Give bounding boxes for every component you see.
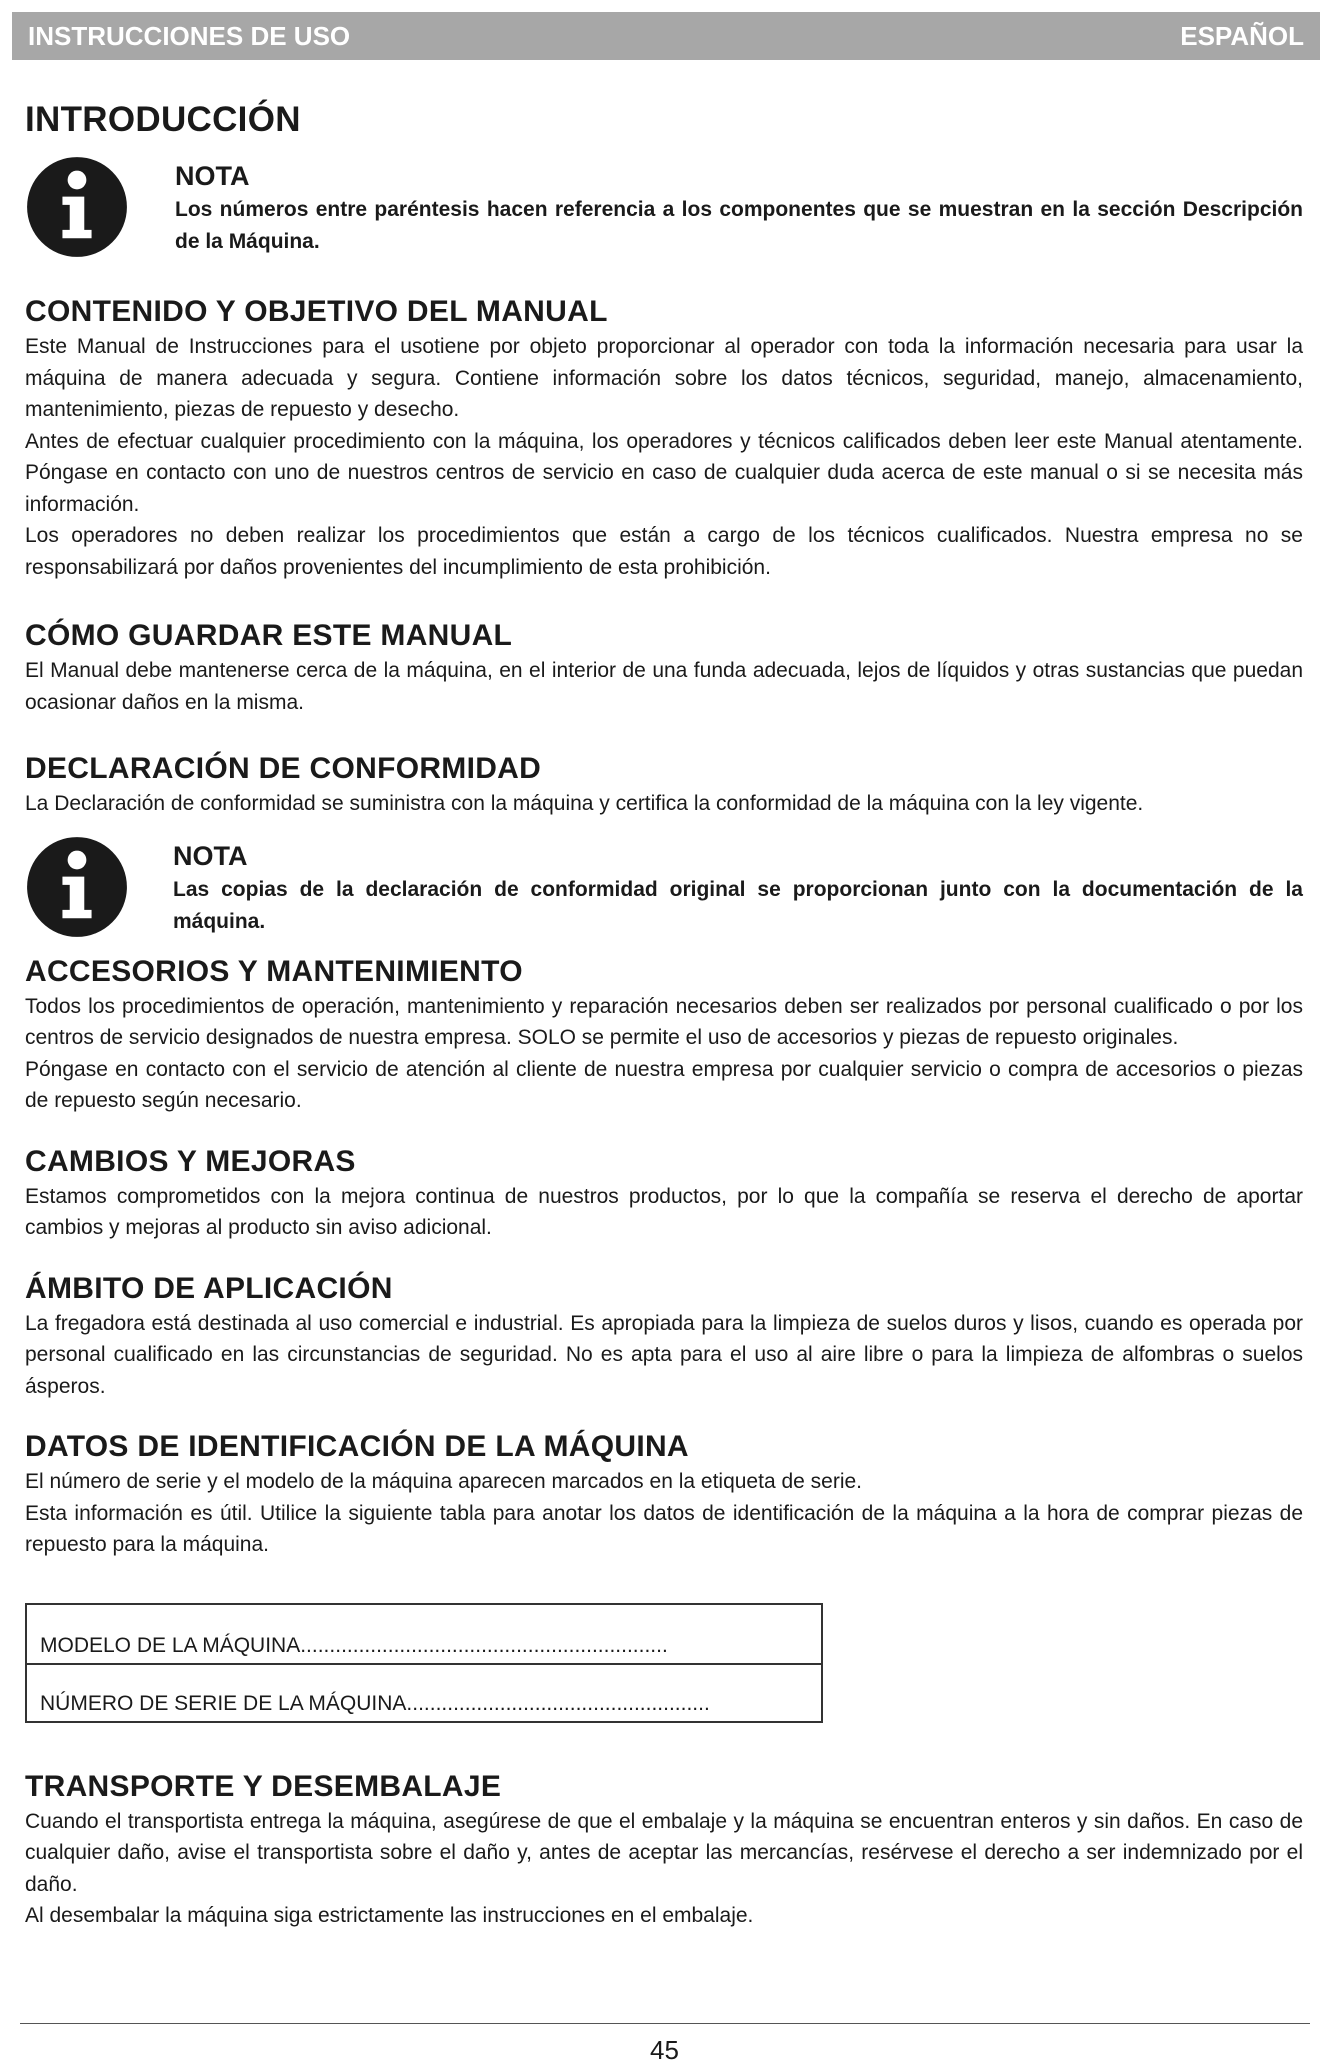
info-icon: [25, 155, 129, 259]
page-content: [25, 100, 1303, 1958]
section-title: DATOS DE IDENTIFICACIÓN DE LA MÁQUINA: [25, 1430, 689, 1463]
section-cambios: [25, 1143, 1303, 1244]
table-row-serial: NÚMERO DE SERIE DE LA MÁQUINA....................................................: [27, 1663, 821, 1721]
paragraph: Esta información es útil. Utilice la siguiente tabla para anotar los datos de identificación de la máquina a la hora de comprar piezas de repuesto para la máquina.: [25, 1501, 1303, 1556]
paragraph: El número de serie y el modelo de la máquina aparecen marcados en la etiqueta de serie.: [25, 1470, 862, 1493]
paragraph: Al desembalar la máquina siga estrictamente las instrucciones en el embalaje.: [25, 1904, 754, 1927]
section-contenido: [25, 293, 1303, 583]
paragraph: El Manual debe mantenerse cerca de la máquina, en el interior de una funda adecuada, lejos de líquidos y otras sustancias que puedan ocasionar daños en la misma.: [25, 659, 1303, 714]
identification-table: [25, 1603, 823, 1723]
section-accesorios: [25, 953, 1303, 1117]
paragraph: Póngase en contacto con el servicio de atención al cliente de nuestra empresa por cualquier servicio o compra de accesorios o piezas de repuesto según necesario.: [25, 1057, 1303, 1112]
paragraph: La fregadora está destinada al uso comercial e industrial. Es apropiada para la limpieza de suelos duros y lisos, cuando es operada por personal cualificado en las circunstancias de seguridad. No es apta para el uso al aire libre o para la limpieza de alfombras o suelos ásperos.: [25, 1311, 1303, 1398]
section-guardar: [25, 617, 1303, 718]
section-datos: [25, 1428, 1303, 1561]
section-title: ÁMBITO DE APLICACIÓN: [25, 1271, 393, 1305]
paragraph: Antes de efectuar cualquier procedimiento con la máquina, los operadores y técnicos calificados deben leer este Manual atentamente. Póngase en contacto con uno de nuestros centros de servicio en caso de cualquier duda acerca de este manual o si se necesita más información.: [25, 429, 1303, 516]
declaracion-note: [25, 834, 1303, 939]
intro-note: [25, 154, 1303, 259]
intro-title: INTRODUCCIÓN: [25, 100, 301, 139]
note-title: NOTA: [173, 840, 248, 871]
section-title: CAMBIOS Y MEJORAS: [25, 1144, 356, 1178]
section-title: CONTENIDO Y OBJETIVO DEL MANUAL: [25, 295, 608, 328]
paragraph: Este Manual de Instrucciones para el usotiene por objeto proporcionar al operador con toda la información necesaria para usar la máquina de manera adecuada y segura. Contiene información sobre los datos técnicos, seguridad, manejo, almacenamiento, mantenimiento, piezas de repuesto y desecho.: [25, 335, 1303, 421]
paragraph: La Declaración de conformidad se suministra con la máquina y certifica la conformidad de la máquina con la ley vigente.: [25, 792, 1144, 815]
paragraph: Cuando el transportista entrega la máquina, asegúrese de que el embalaje y la máquina se encuentran enteros y sin daños. En caso de cualquier daño, avise el transportista sobre el daño y, antes de aceptar las mercancías, resérvese el derecho a ser indemnizado por el daño.: [25, 1809, 1303, 1896]
table-row-model: MODELO DE LA MÁQUINA...............................................................: [40, 1633, 668, 1657]
section-title: ACCESORIOS Y MANTENIMIENTO: [25, 954, 523, 988]
page-number: 45: [650, 2035, 679, 2065]
section-title: DECLARACIÓN DE CONFORMIDAD: [25, 752, 542, 785]
section-title: CÓMO GUARDAR ESTE MANUAL: [25, 619, 513, 652]
header-language: ESPAÑOL: [1180, 20, 1304, 51]
note-body: Los números entre paréntesis hacen referencia a los componentes que se muestran en la sección Descripción de la Máquina.: [175, 198, 1303, 253]
page-header: [12, 12, 1320, 60]
section-title: TRANSPORTE Y DESEMBALAJE: [25, 1769, 502, 1803]
paragraph: Todos los procedimientos de operación, mantenimiento y reparación necesarios deben ser realizados por personal cualificado o por los centros de servicio designados de nuestra empresa. SOLO se permite el uso de accesorios y piezas de repuesto originales.: [25, 994, 1303, 1049]
paragraph: Estamos comprometidos con la mejora continua de nuestros productos, por lo que la compañía se reserva el derecho de aportar cambios y mejoras al producto sin aviso adicional.: [25, 1184, 1303, 1239]
section-declaracion: [25, 750, 1303, 820]
section-ambito: [25, 1270, 1303, 1403]
note-title: NOTA: [175, 161, 250, 191]
paragraph: Los operadores no deben realizar los procedimientos que están a cargo de los técnicos cualificados. Nuestra empresa no se responsabilizará por daños provenientes del incumplimiento de esta prohibición.: [25, 524, 1303, 579]
header-title: INSTRUCCIONES DE USO: [28, 20, 351, 51]
note-body: Las copias de la declaración de conformidad original se proporcionan junto con la documentación de la máquina.: [173, 877, 1303, 933]
footer-divider: [20, 2023, 1310, 2024]
info-icon: [25, 835, 129, 939]
section-transporte: [25, 1768, 1303, 1932]
